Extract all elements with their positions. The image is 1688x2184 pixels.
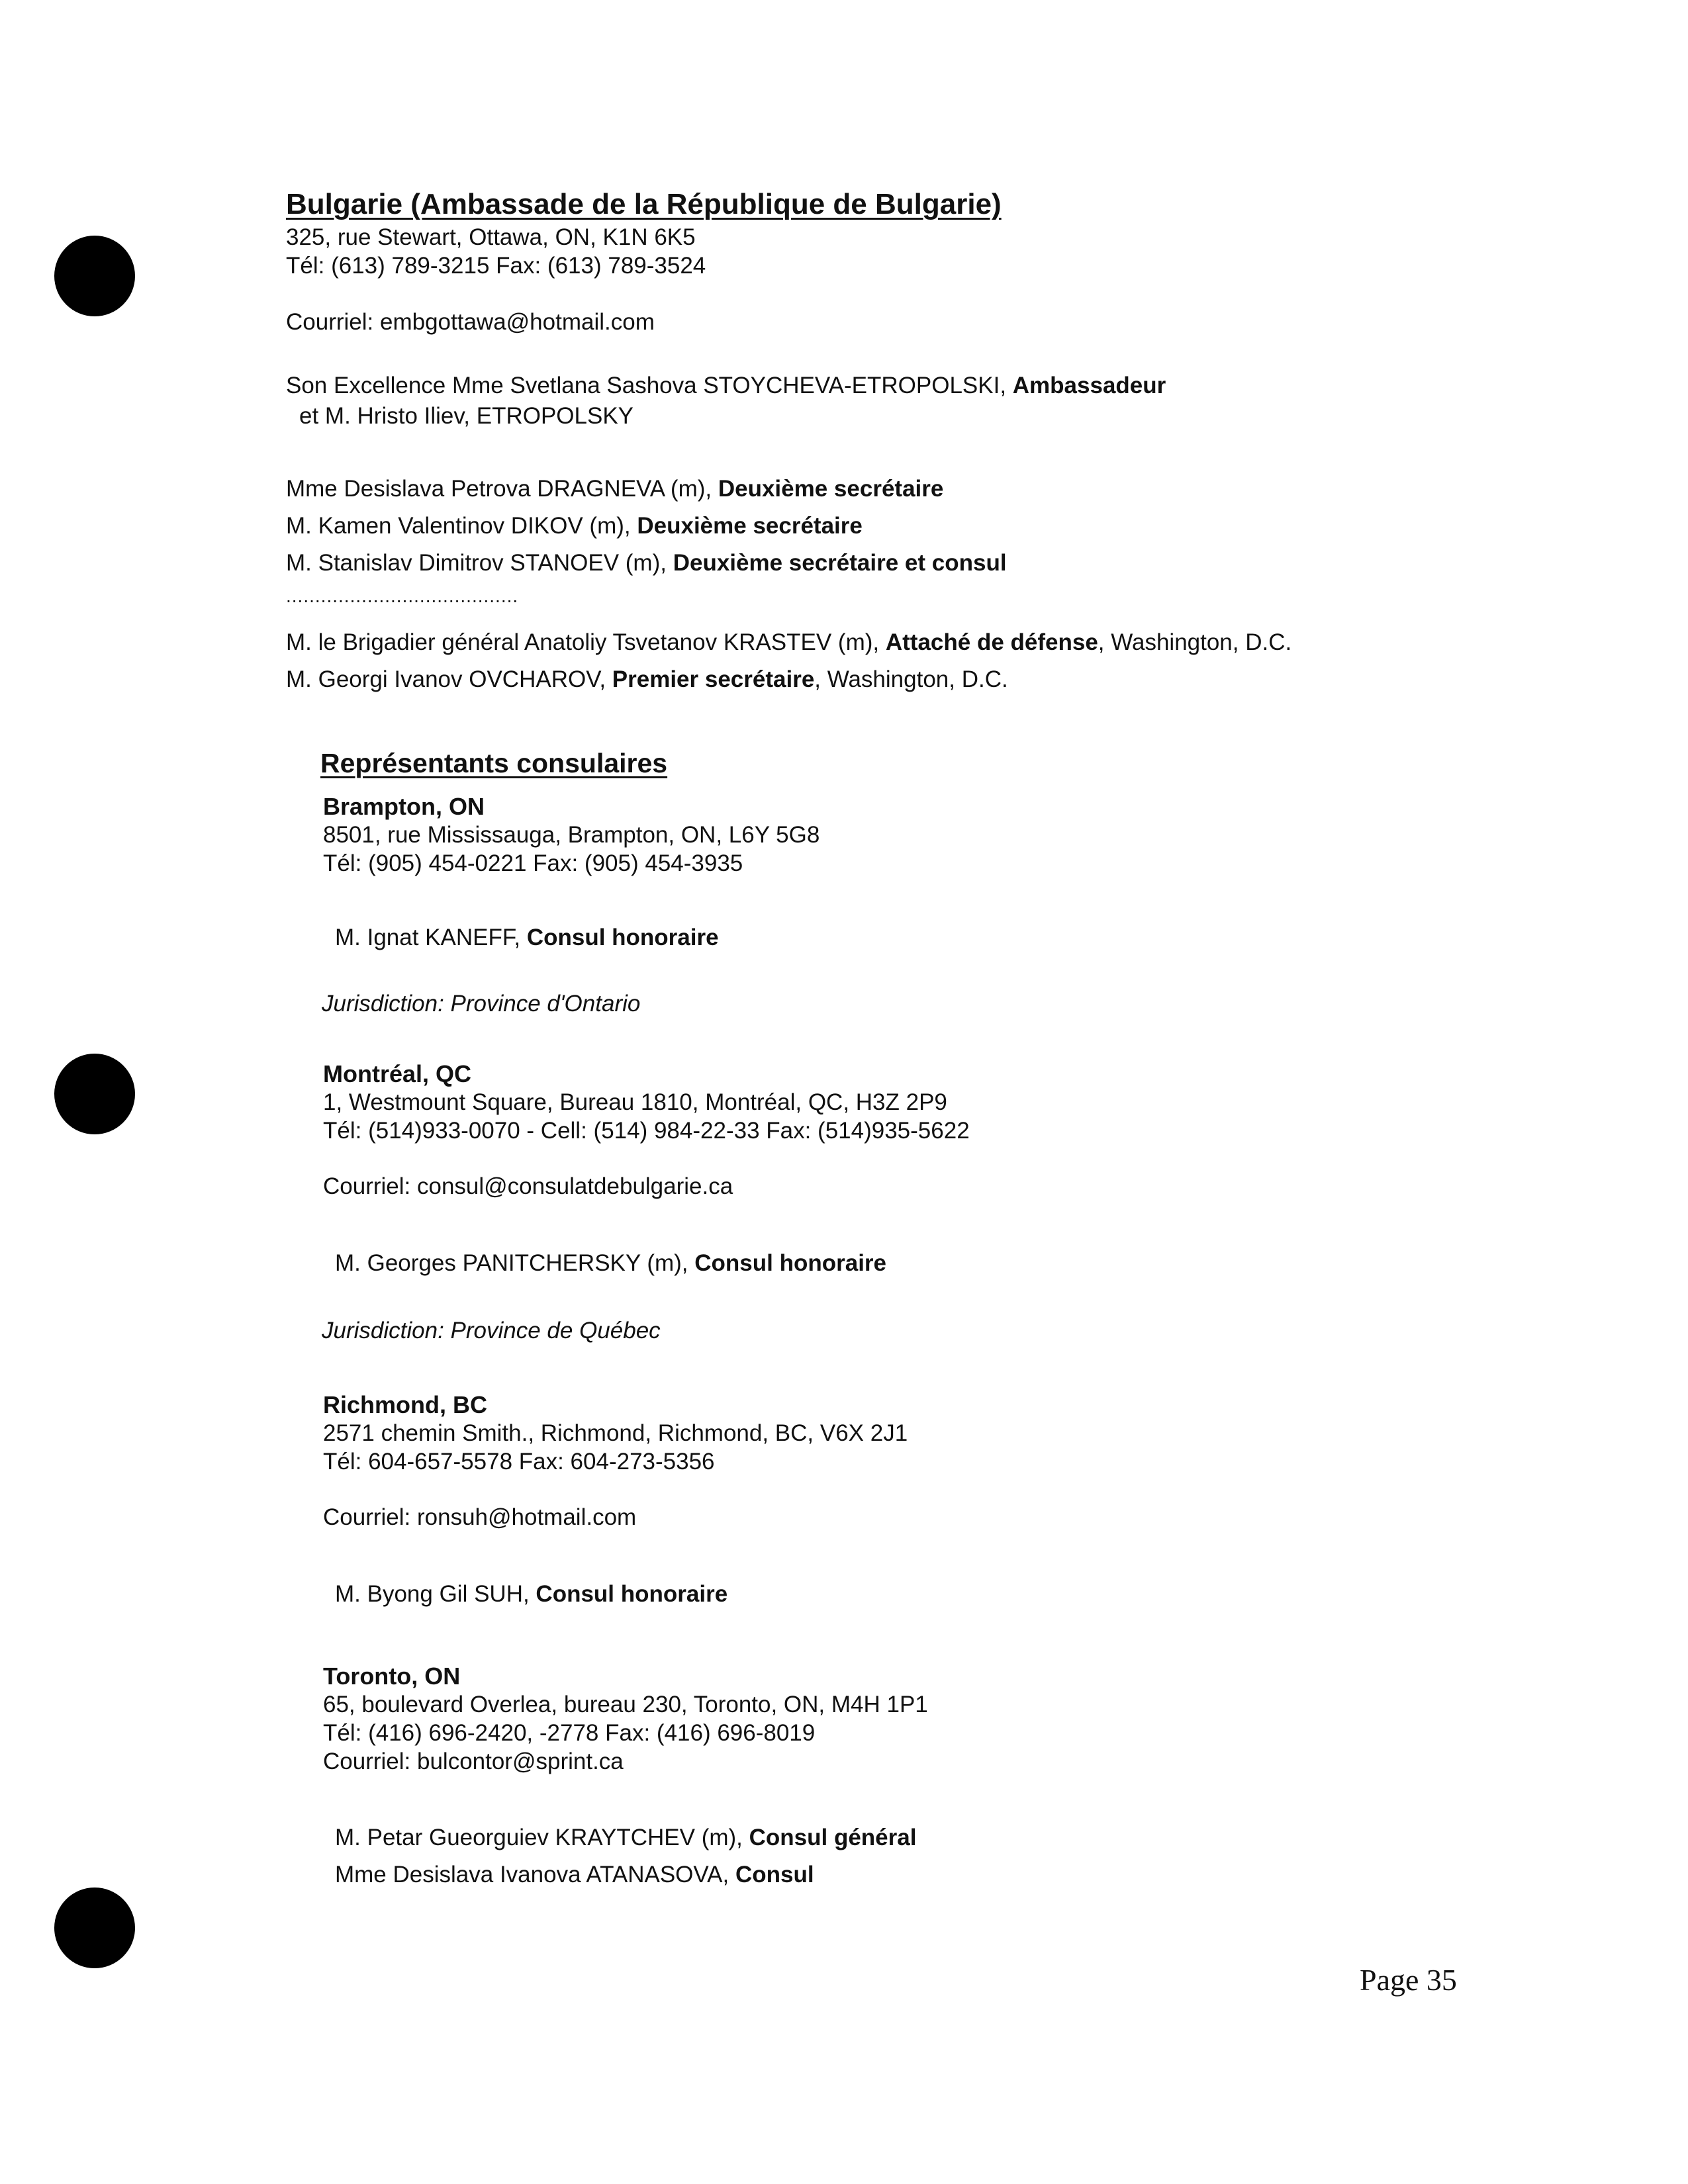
- consul-row: [335, 1580, 727, 1608]
- staff-name: Mme Desislava Petrova DRAGNEVA (m),: [286, 476, 718, 502]
- staff-title: Deuxième secrétaire: [718, 476, 944, 502]
- consul-name: M. Petar Gueorguiev KRAYTCHEV (m),: [335, 1825, 749, 1850]
- external-staff-row: [286, 629, 1291, 657]
- consulate-email: Courriel: consul@consulatdebulgarie.ca: [323, 1173, 733, 1199]
- consul-name: M. Byong Gil SUH,: [335, 1581, 536, 1607]
- staff-title: Deuxième secrétaire et consul: [673, 550, 1007, 576]
- consulate-email: Courriel: ronsuh@hotmail.com: [323, 1504, 637, 1530]
- embassy-email: Courriel: embgottawa@hotmail.com: [286, 309, 655, 335]
- consulate-jurisdiction: Jurisdiction: Province d'Ontario: [322, 991, 641, 1017]
- staff-location: , Washington, D.C.: [814, 666, 1008, 692]
- consulate-city: Montréal, QC: [323, 1060, 472, 1087]
- page-number: Page 35: [1360, 1963, 1457, 1997]
- ambassador-name: Son Excellence Mme Svetlana Sashova STOYCHEVA-ETROPOLSKI,: [286, 373, 1013, 398]
- embassy-title: Bulgarie (Ambassade de la République de Bulgarie): [286, 188, 1002, 220]
- consul-title: Consul général: [749, 1825, 917, 1850]
- ambassador-title: Ambassadeur: [1012, 373, 1166, 398]
- staff-location: , Washington, D.C.: [1098, 629, 1292, 655]
- staff-name: M. Stanislav Dimitrov STANOEV (m),: [286, 550, 673, 576]
- consulate-phone: Tél: 604-657-5578 Fax: 604-273-5356: [323, 1449, 715, 1475]
- consulate-phone: Tél: (416) 696-2420, -2778 Fax: (416) 696-8019: [323, 1720, 816, 1746]
- consulate-city: Richmond, BC: [323, 1391, 487, 1418]
- consulate-address: 65, boulevard Overlea, bureau 230, Toronto, ON, M4H 1P1: [323, 1692, 928, 1717]
- staff-title: Premier secrétaire: [612, 666, 815, 692]
- ambassador-spouse: et M. Hristo Iliev, ETROPOLSKY: [299, 403, 634, 429]
- consul-row: [335, 924, 719, 952]
- staff-row: [286, 512, 863, 540]
- consul-name: M. Georges PANITCHERSKY (m),: [335, 1250, 695, 1276]
- separator-dots: ........................................: [286, 586, 519, 606]
- embassy-phone: Tél: (613) 789-3215 Fax: (613) 789-3524: [286, 253, 706, 279]
- embassy-address: 325, rue Stewart, Ottawa, ON, K1N 6K5: [286, 224, 696, 250]
- consulate-city: Brampton, ON: [323, 793, 485, 820]
- consulate-jurisdiction: Jurisdiction: Province de Québec: [322, 1318, 661, 1343]
- consulate-address: 1, Westmount Square, Bureau 1810, Montréal, QC, H3Z 2P9: [323, 1089, 947, 1115]
- binder-hole-middle: [54, 1054, 135, 1134]
- consul-row: [335, 1824, 916, 1852]
- consul-title: Consul honoraire: [526, 925, 719, 950]
- consulate-phone: Tél: (514)933-0070 - Cell: (514) 984-22-33 Fax: (514)935-5622: [323, 1118, 970, 1144]
- consul-name: Mme Desislava Ivanova ATANASOVA,: [335, 1862, 735, 1888]
- consulate-address: 8501, rue Mississauga, Brampton, ON, L6Y 5G8: [323, 822, 820, 848]
- external-staff-row: [286, 666, 1008, 694]
- staff-title: Deuxième secrétaire: [637, 513, 863, 539]
- ambassador-line: [286, 372, 1166, 400]
- consulate-city: Toronto, ON: [323, 1662, 461, 1690]
- consul-title: Consul honoraire: [536, 1581, 728, 1607]
- staff-row: [286, 549, 1007, 577]
- consul-name: M. Ignat KANEFF,: [335, 925, 527, 950]
- consul-title: Consul: [735, 1862, 814, 1888]
- staff-title: Attaché de défense: [885, 629, 1098, 655]
- consulate-email: Courriel: bulcontor@sprint.ca: [323, 1749, 624, 1774]
- staff-name: M. Kamen Valentinov DIKOV (m),: [286, 513, 637, 539]
- consulate-phone: Tél: (905) 454-0221 Fax: (905) 454-3935: [323, 850, 743, 876]
- binder-hole-top: [54, 236, 135, 316]
- consul-row: [335, 1861, 814, 1889]
- staff-name: M. Georgi Ivanov OVCHAROV,: [286, 666, 612, 692]
- consulate-address: 2571 chemin Smith., Richmond, Richmond, BC, V6X 2J1: [323, 1420, 908, 1446]
- consul-row: [335, 1250, 886, 1277]
- binder-hole-bottom: [54, 1888, 135, 1968]
- staff-row: [286, 475, 943, 503]
- consul-title: Consul honoraire: [694, 1250, 887, 1276]
- consular-heading: Représentants consulaires: [320, 748, 668, 778]
- staff-name: M. le Brigadier général Anatoliy Tsvetanov KRASTEV (m),: [286, 629, 886, 655]
